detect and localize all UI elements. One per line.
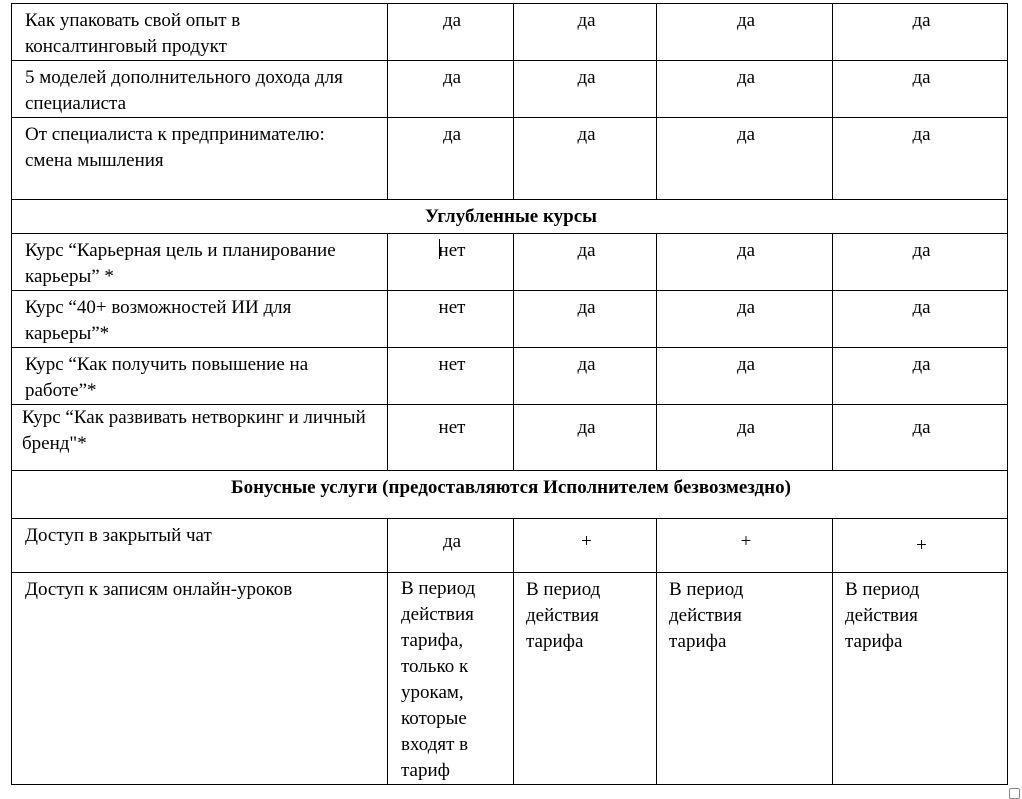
table-cell: да: [514, 234, 657, 291]
table-cell: да: [657, 61, 833, 118]
table-row: [12, 234, 1008, 291]
table-cell: +: [657, 519, 833, 573]
table-cell: да: [514, 348, 657, 405]
table-cell: да: [657, 405, 833, 471]
table-cell: нет: [388, 348, 514, 405]
table-cell: да: [514, 4, 657, 61]
row-label: 5 моделей дополнительного дохода для специалиста: [12, 61, 388, 118]
row-label: Как упаковать свой опыт в консалтинговый продукт: [12, 4, 388, 61]
table-cell: да: [388, 61, 514, 118]
row-label: Курс “40+ возможностей ИИ для карьеры”*: [12, 291, 388, 348]
row-label: Доступ к записям онлайн-уроков: [12, 573, 388, 785]
table-cell: да: [514, 291, 657, 348]
table-cell: +: [833, 519, 1008, 573]
row-label: Курс “Как получить повышение на работе”*: [12, 348, 388, 405]
table-cell: да: [657, 291, 833, 348]
section-heading-bonus: Бонусные услуги (предоставляются Исполнителем безвозмездно): [12, 471, 1008, 519]
table-cell: да: [657, 118, 833, 200]
row-label: Доступ в закрытый чат: [12, 519, 388, 573]
table-cell: В период действия тарифа: [514, 573, 657, 785]
table-cell: да: [514, 61, 657, 118]
row-label: Курс “Карьерная цель и планирование карьеры” *: [12, 234, 388, 291]
table-cell: да: [388, 519, 514, 573]
table-cell: В период действия тарифа, только к урокам, которые входят в тариф: [388, 573, 514, 785]
table-cell: да: [657, 234, 833, 291]
table-row: [12, 4, 1008, 61]
table-cell: да: [388, 118, 514, 200]
table-cell: да: [833, 291, 1008, 348]
table-row: [12, 405, 1008, 471]
table-cell[interactable]: [388, 234, 514, 291]
table-cell: да: [833, 4, 1008, 61]
table-cell: нет: [388, 405, 514, 471]
table-row: [12, 61, 1008, 118]
table-row: [12, 519, 1008, 573]
table-cell: да: [833, 234, 1008, 291]
table-cell: да: [833, 61, 1008, 118]
section-heading-advanced: Углубленные курсы: [12, 200, 1008, 234]
table-cell: да: [833, 405, 1008, 471]
resize-handle[interactable]: [1009, 788, 1020, 799]
table-row: [12, 118, 1008, 200]
section-row: [12, 200, 1008, 234]
table-cell: +: [514, 519, 657, 573]
table-cell: да: [514, 118, 657, 200]
table-cell: нет: [388, 291, 514, 348]
table-cell: В период действия тарифа: [657, 573, 833, 785]
table-cell: да: [388, 4, 514, 61]
table-cell: В период действия тарифа: [833, 573, 1008, 785]
cell-text: нет: [438, 240, 466, 261]
section-row: [12, 471, 1008, 519]
table-cell: да: [514, 405, 657, 471]
table-row: [12, 348, 1008, 405]
table-cell: да: [657, 348, 833, 405]
row-label: От специалиста к предпринимателю: смена мышления: [12, 118, 388, 200]
table-cell: да: [657, 4, 833, 61]
table-row: [12, 291, 1008, 348]
table-cell: да: [833, 348, 1008, 405]
row-label: Курс “Как развивать нетворкинг и личный бренд"*: [12, 405, 388, 471]
table-row: [12, 573, 1008, 785]
tariff-comparison-table: [11, 3, 1008, 785]
table-cell: да: [833, 118, 1008, 200]
